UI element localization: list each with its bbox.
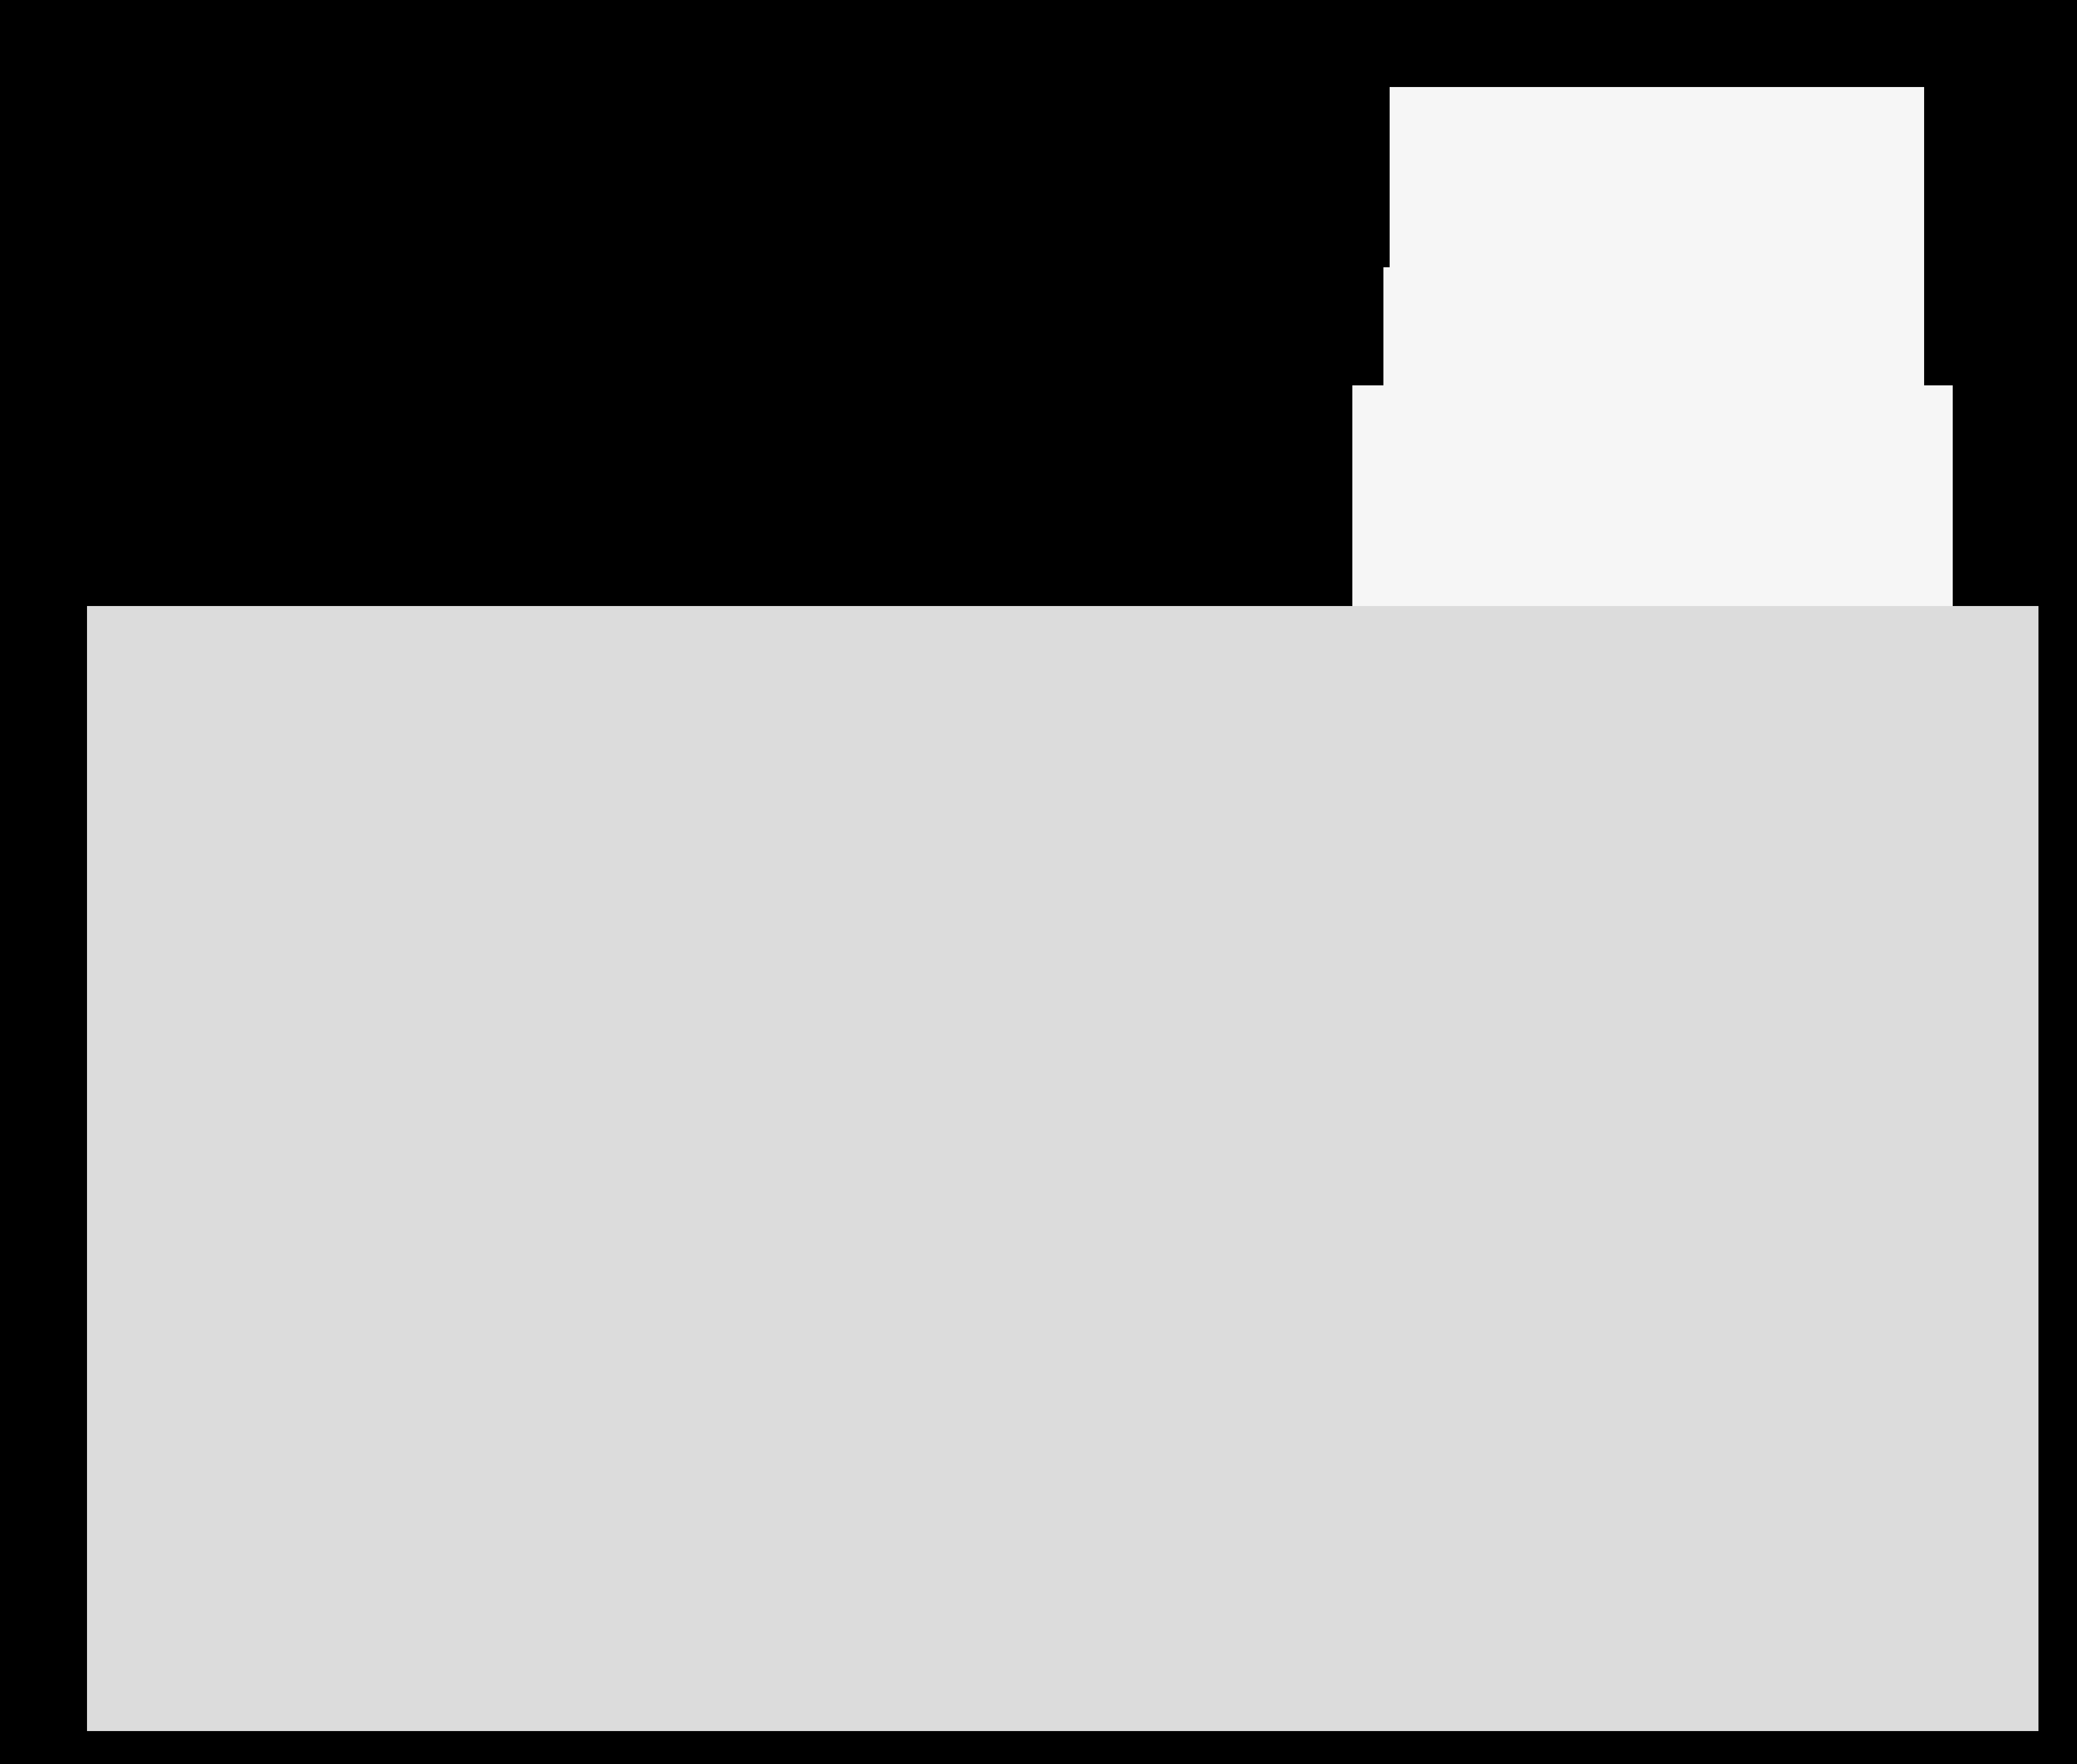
census-form-sheet	[87, 606, 2038, 1731]
bleed-label	[1383, 267, 1924, 385]
damaged-label	[1390, 87, 1924, 267]
pencil-label	[1352, 385, 1953, 609]
